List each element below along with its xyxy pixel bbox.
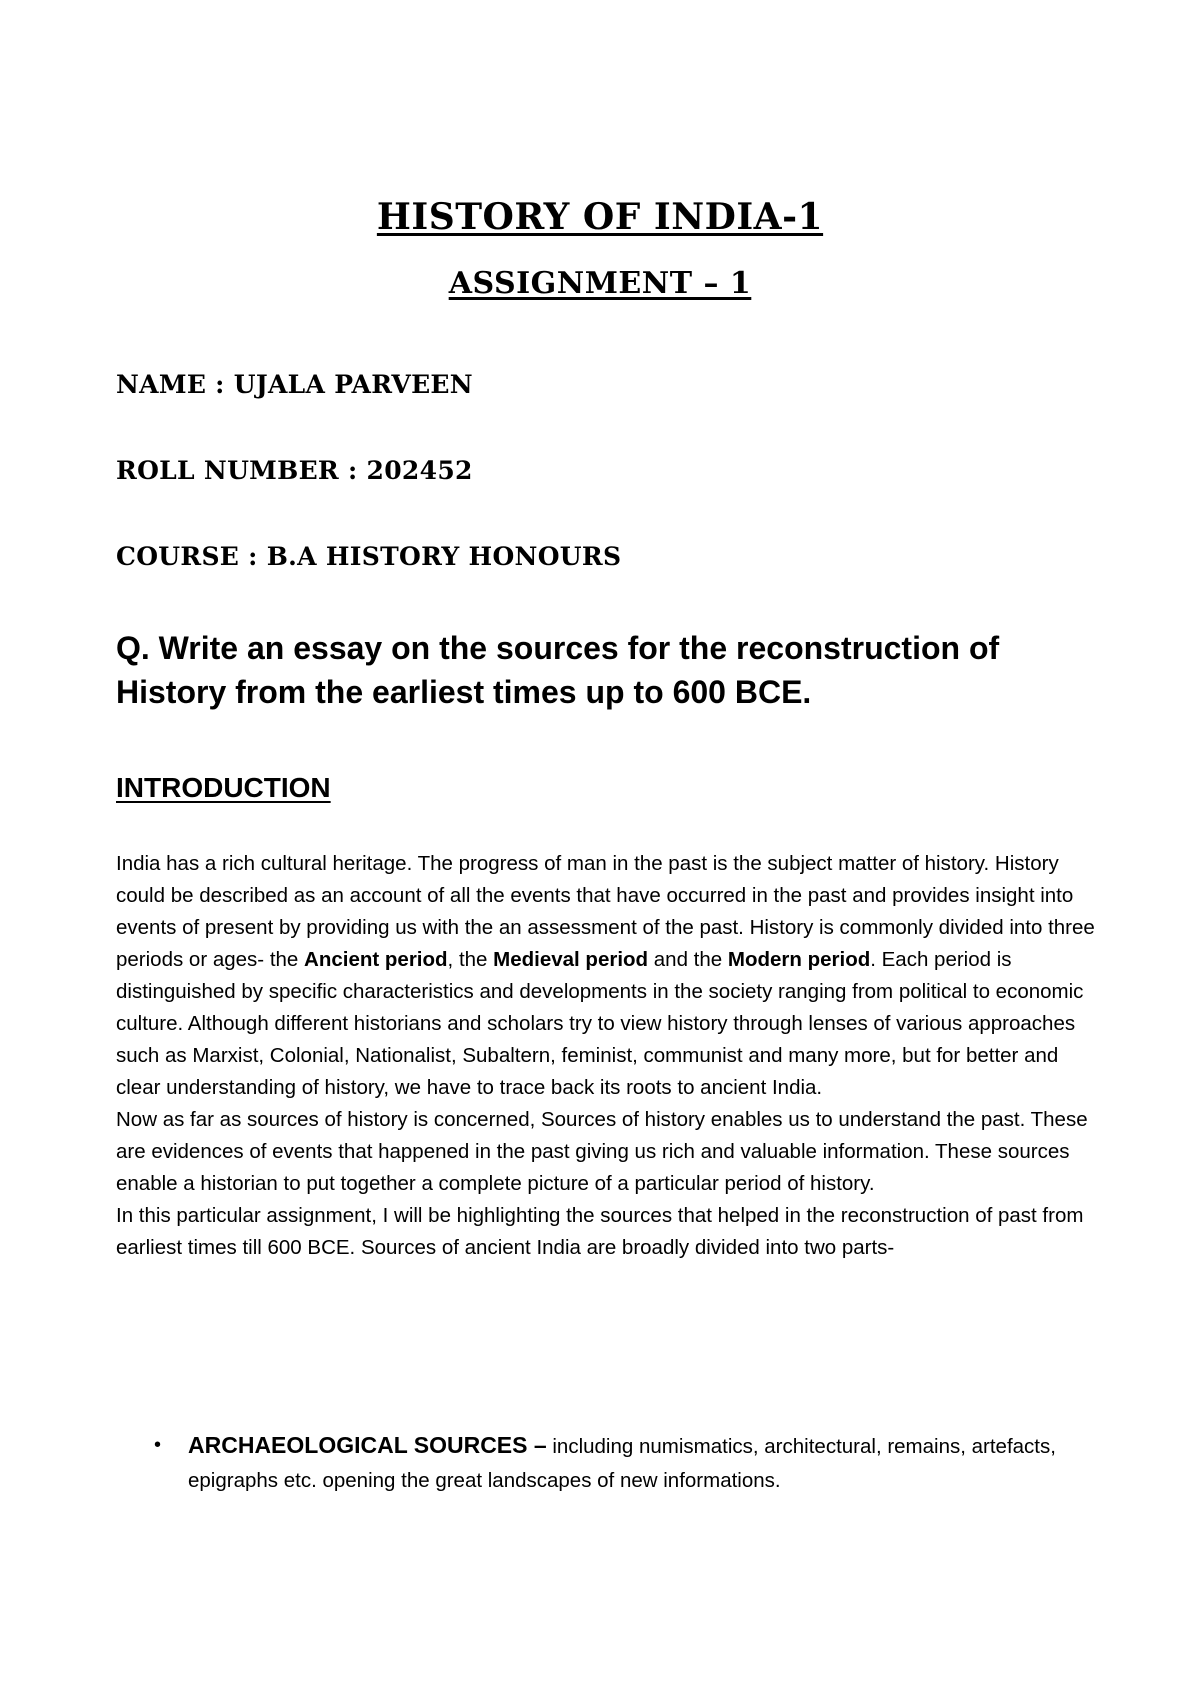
intro-p1-bold-ancient: Ancient period — [304, 948, 448, 971]
intro-paragraph-2: Now as far as sources of history is concerned, Sources of history enables us to understand the past. These are evidences of events that happened in the past giving us rich and valuable information. These sources enable a historian to put together a complete picture of a particular period of history. — [116, 1108, 1088, 1195]
essay-question — [116, 626, 1106, 714]
introduction-body — [116, 848, 1106, 1264]
intro-paragraph-1 — [116, 848, 1106, 1104]
intro-p1-text-3: and the — [648, 948, 728, 971]
roll-number: ROLL NUMBER : 202452 — [116, 456, 473, 485]
introduction-heading: INTRODUCTION — [116, 772, 331, 803]
intro-p1-bold-modern: Modern period — [727, 948, 871, 971]
question-text: Write an essay on the sources for the reconstruction of History from the earliest times up to 600 BCE. — [116, 630, 1000, 710]
intro-p1-text-2: , the — [447, 948, 494, 971]
intro-p1-text-1: India has a rich cultural heritage. The progress of man in the past is the subject matter of history. History could be described as an account of all the events that have occurred in the past and provides insight into events of present by providing us with the an assessment of the past. History is commonly divided into three periods or ages- the — [116, 852, 1095, 971]
intro-p1-text-4: . Each period is distinguished by specific characteristics and developments in the society ranging from political to economic culture. Although different historians and scholars try to view history through lenses of various approaches such as Marxist, Colonial, Nationalist, Subaltern, feminist, communist and many more, but for better and clear understanding of history, we have to trace back its roots to ancient India. — [116, 948, 1084, 1099]
bullet-text: including numismatics, architectural, remains, artefacts, epigraphs etc. opening the great landscapes of new informations. — [188, 1435, 1056, 1492]
sources-list — [116, 1428, 1106, 1498]
intro-p1-bold-medieval: Medieval period — [493, 948, 649, 971]
course-name: COURSE : B.A HISTORY HONOURS — [116, 542, 622, 571]
intro-paragraph-3: In this particular assignment, I will be highlighting the sources that helped in the reconstruction of past from earliest times till 600 BCE. Sources of ancient India are broadly divided into two parts- — [116, 1204, 1084, 1259]
list-item — [116, 1428, 1106, 1498]
bullet-icon: • — [154, 1434, 162, 1456]
bullet-heading: ARCHAEOLOGICAL SOURCES – — [188, 1432, 547, 1458]
assignment-subtitle: ASSIGNMENT – 1 — [448, 266, 752, 301]
document-title: HISTORY OF INDIA-1 — [376, 196, 824, 238]
question-prefix: Q. — [116, 630, 150, 666]
student-name: NAME : UJALA PARVEEN — [116, 370, 473, 399]
